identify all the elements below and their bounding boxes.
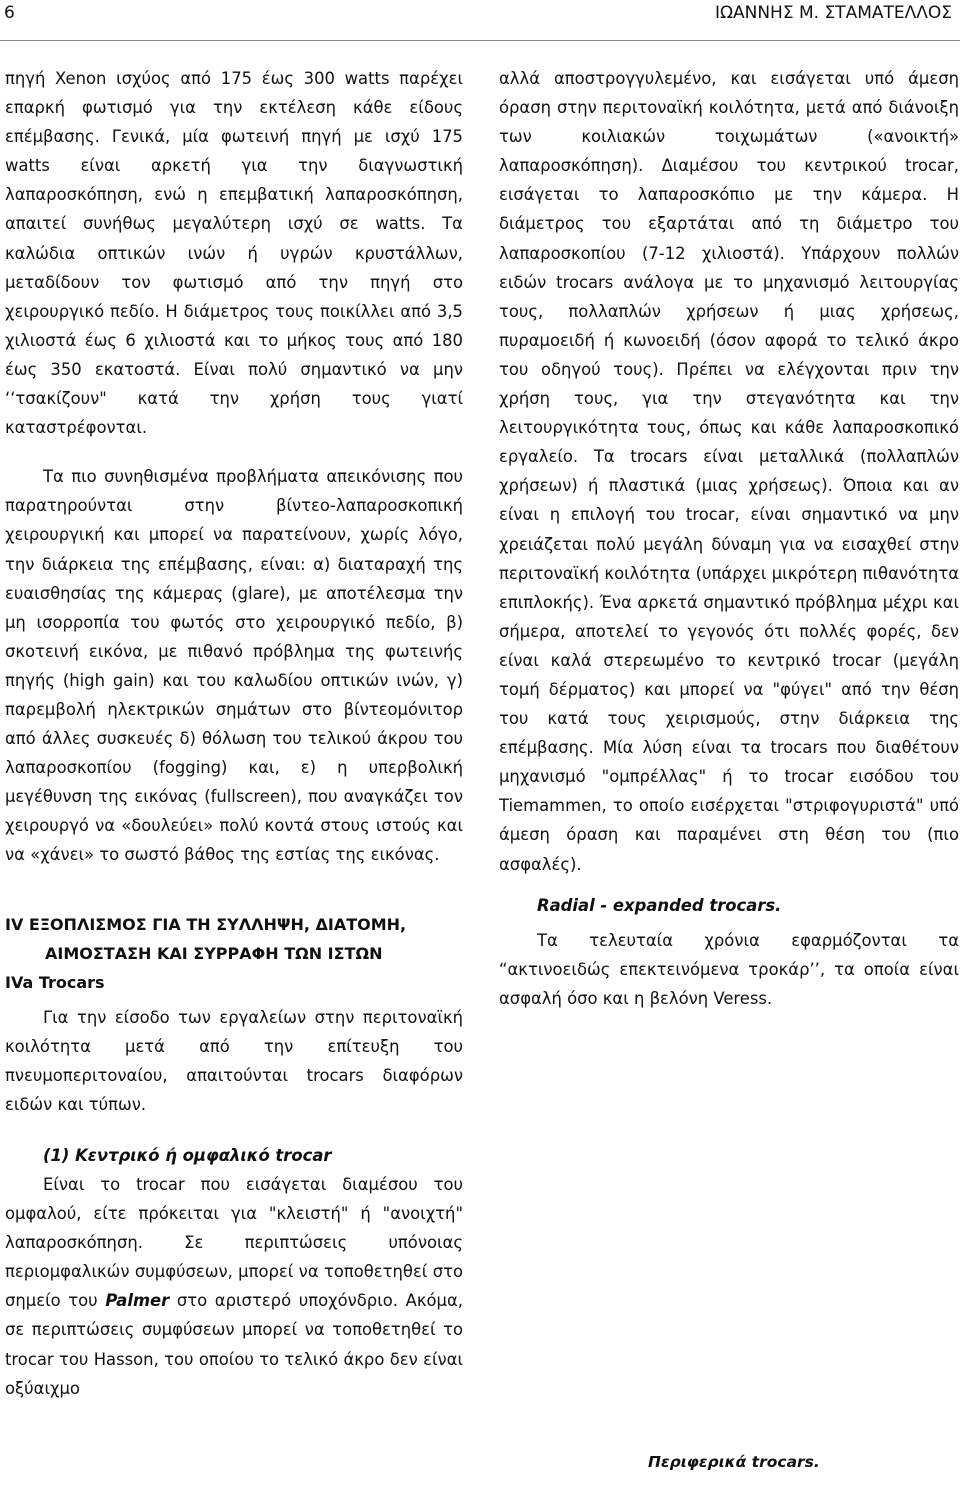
paragraph-central-trocar: Είναι το trocar που εισάγεται διαμέσου του ομφαλού, είτε πρόκειται για "κλειστή" ή "ανοιχτή" λαπαροσκόπηση. Σε περιπτώσεις υπόνοιας περιομφαλικών συμφύσεων, μπορεί να τοποθετηθεί στο σημείο του Palmer στο αριστερό υποχόνδριο. Ακόμα, σε περιπτώσεις συμφύσεων μπορεί να τοποθετηθεί το trocar του Hasson, του οποίου το τελικό άκρο δεν είναι οξύαιχμο — [5, 1175, 463, 1398]
page-header — [0, 0, 960, 41]
section-title — [5, 910, 463, 968]
left-column — [5, 64, 463, 1403]
section-title-line1: IV ΕΞΟΠΛΙΣΜΟΣ ΓΙΑ ΤΗ ΣΥΛΛΗΨΗ, ΔΙΑΤΟΜΗ, — [5, 914, 407, 934]
palmer-name: Palmer — [105, 1291, 170, 1311]
section-title-line2: ΑΙΜΟΣΤΑΣΗ ΚΑΙ ΣΥΡΡΑΦΗ ΤΩΝ ΙΣΤΩΝ — [45, 943, 383, 963]
running-title: ΙΩΑΝΝΗΣ Μ. ΣΤΑΜΑΤΕΛΛΟΣ — [714, 3, 952, 23]
figure-caption: Περιφερικά trocars. — [648, 1453, 820, 1471]
paragraph-imaging-problems: Τα πιο συνηθισμένα προβλήματα απεικόνισης που παρατηρούνται στην βίντεο-λαπαροσκοπική χειρουργική και μπορεί να παρατείνουν, χωρίς λόγο, την διάρκεια της επέμβασης, είναι: α) διαταραχή της ευαισθησίας της κάμερας (glare), με αποτέλεσμα την μη ισορροπία του φωτός στο χειρουργικό πεδίο, β) σκοτεινή εικόνα, με πιθανό πρόβλημα της φωτεινής πηγής (high gain) και του καλωδίου οπτικών ινών, γ) παρεμβολή ηλεκτρικών σημάτων στο βίντεομόνιτορ από άλλες συσκευές δ) θόλωση του τελικού άκρου του λαπαροσκοπίου (fogging) και, ε) η υπερβολική μεγέθυνση της εικόνας (fullscreen), που αναγκάζει τον χειρουργό να «δουλεύει» πολύ κοντά στους ιστούς και να «χάνει» το σωστό βάθος της εστίας της εικόνας. — [5, 467, 463, 865]
paragraph-trocars-intro: Για την είσοδο των εργαλείων στην περιτοναϊκή κοιλότητα μετά από την επίτευξη του πνευμοπεριτοναίου, απαιτούνται trocars διαφόρων ειδών και τύπων. — [5, 1007, 463, 1114]
subheading-radial-expanded: Radial - expanded trocars. — [537, 895, 782, 915]
paragraph-trocar-details: αλλά αποστρογγυλεμένο, και εισάγεται υπό άμεση όραση στην περιτοναϊκή κοιλότητα, μετά από διάνοιξη των κοιλιακών τοιχωμάτων («ανοικτή» λαπαροσκόπηση). Διαμέσου του κεντρικού trocar, εισάγεται το λαπαροσκόπιο με την κάμερα. Η διάμετρος του εξαρτάται από τη διάμετρο του λαπαροσκοπίου (7-12 χιλιοστά). Υπάρχουν πολλών ειδών trocars ανάλογα με το μηχανισμό λειτουργίας τους, πολλαπλών χρήσεων ή μιας χρήσεως, πυραμοειδή ή κωνοειδή (όσον αφορά το τελικό άκρο του οδηγού τους). Πρέπει να ελέγχονται πριν την χρήση τους, για την στεγανότητα και την λειτουργικότητα τους, όπως και κάθε λαπαροσκοπικό εργαλείο. Τα trocars είναι μεταλλικά (πολλαπλών χρήσεων) ή πλαστικά (μιας χρήσεως). Όποια και αν είναι η επιλογή του trocar, είναι σημαντικό να μην χρειάζεται πολύ μεγάλη δύναμη για να εισαχθεί στην περιτοναϊκή κοιλότητα (υπάρχει μικρότερη πιθανότητα επιπλοκής). Ένα αρκετά σημαντικό πρόβλημα μέχρι και σήμερα, αποτελεί το γεγονός ότι πολλές φορές, δεν είναι καλά στερεωμένο το κεντρικό trocar (μεγάλη τομή δέρματος) και μπορεί να "φύγει" από την θέση του κατά τους χειρισμούς, στην διάρκεια της επέμβασης. Μία λύση είναι τα trocars που διαθέτουν μηχανισμό "ομπρέλλας" ή το trocar εισόδου του Tiemammen, το οποίο εισέρχεται "στριφογυριστά" υπό άμεση όραση και παραμένει στη θέση του (πιο ασφαλές). — [499, 69, 959, 874]
paragraph-light-source: πηγή Xenon ισχύος από 175 έως 300 watts παρέχει επαρκή φωτισμό για την εκτέλεση κάθε είδους επέμβασης. Γενικά, μία φωτεινή πηγή με ισχύ 175 watts είναι αρκετή για την διαγνωστική λαπαροσκόπηση, ενώ η επεμβατική λαπαροσκόπηση, απαιτεί συνήθως μεγαλύτερη ισχύ σε watts. Τα καλώδια οπτικών ινών ή υγρών κρυστάλλων, μεταδίδουν τον φωτισμό από την πηγή στο χειρουργικό πεδίο. Η διάμετρος τους ποικίλλει από 3,5 χιλιοστά έως 6 χιλιοστά και το μήκος τους από 180 έως 350 εκατοστά. Είναι πολύ σημαντικό να μην ‘‘τσακίζουν" κατά την χρήση τους γιατί καταστρέφονται. — [5, 69, 463, 438]
page-number: 6 — [4, 3, 15, 23]
paragraph-radial-expanded: Τα τελευταία χρόνια εφαρμόζονται τα “ακτινοειδώς επεκτεινόμενα τροκάρ’’, τα οποία είναι ασφαλή όσο και η βελόνη Veress. — [499, 930, 959, 1008]
item-title-central-trocar: (1) Κεντρικό ή ομφαλικό trocar — [43, 1145, 332, 1165]
right-column — [499, 64, 959, 1013]
subsection-title: IVa Trocars — [5, 972, 105, 992]
